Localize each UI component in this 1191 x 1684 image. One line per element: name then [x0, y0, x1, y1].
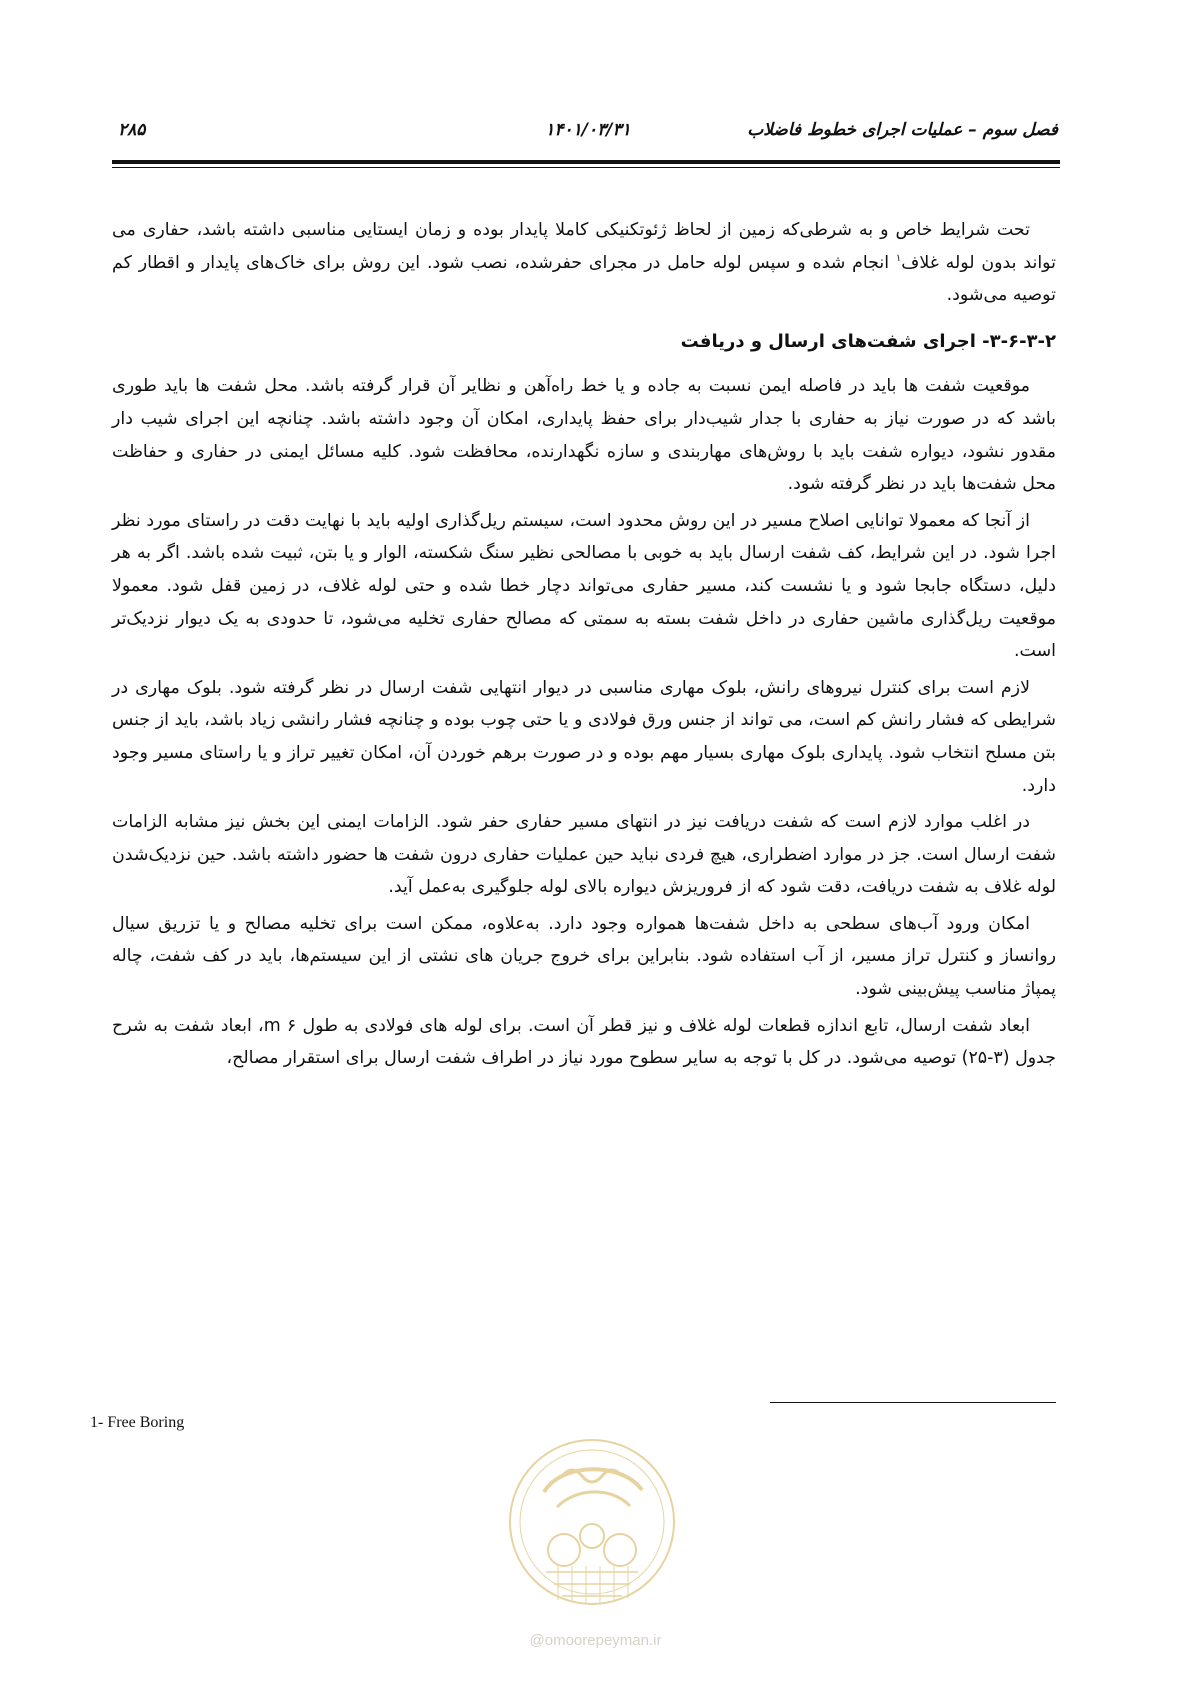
- page-body: [112, 214, 1056, 1079]
- page-number: ۲۸۵: [118, 120, 146, 140]
- header-date: ۱۴۰۱/۰۳/۳۱: [545, 120, 631, 140]
- paragraph-7: ابعاد شفت ارسال، تابع اندازه قطعات لوله غلاف و نیز قطر آن است. برای لوله های فولادی به طول ۶ m، ابعاد شفت به شرح جدول (۳-۲۵) توصیه می‌شود. در کل با توجه به سایر سطوح مورد نیاز در اطراف شفت ارسال برای استقرار مصالح،: [112, 1015, 1056, 1069]
- paragraph-3: از آنجا که معمولا توانایی اصلاح مسیر در این روش محدود است، سیستم ریل‌گذاری اولیه باید با نهایت دقت در راستای مورد نظر اجرا شود. در این شرایط، کف شفت ارسال باید به خوبی با مصالحی نظیر سنگ شکسته، الوار و یا بتن، ثبیت شده باشد. اگر به هر دلیل، دستگاه جابجا شود و یا نشست کند، مسیر حفاری می‌تواند دچار خطا شده و حتی لوله غلاف، در زمین قفل شود. معمولا موقعیت ریل‌گذاری ماشین حفاری در داخل شفت بسته به سمتی که مصالح حفاری تخلیه می‌شود، تا حدودی به یک دیوار نزدیک‌تر است.: [112, 510, 1056, 662]
- footnote: 1- Free Boring: [90, 1414, 185, 1431]
- page-header: [118, 120, 1058, 150]
- footnote-rule: [770, 1402, 1056, 1403]
- paragraph-5: در اغلب موارد لازم است که شفت دریافت نیز در انتهای مسیر حفاری حفر شود. الزامات ایمنی این بخش نیز مشابه الزامات شفت ارسال است. جز در موارد اضطراری، هیچ فردی نباید حین عملیات حفاری درون شفت ها حضور داشته باشد. حین نزدیک‌شدن لوله غلاف به شفت دریافت، دقت شود که از فروریزش دیواره بالای لوله جلوگیری به‌عمل آید.: [112, 812, 1056, 898]
- watermark-site: @omoorepeyman.ir: [529, 1632, 662, 1649]
- paragraph-1: [112, 214, 1056, 312]
- paragraph-4: لازم است برای کنترل نیروهای رانش، بلوک مهاری مناسبی در دیوار انتهایی شفت ارسال در نظر گرفته شود. بلوک مهاری در شرایطی که فشار رانش کم است، می تواند از جنس ورق فولادی و یا حتی چوب بوده و چنانچه فشار رانشی زیاد باشد، باید از جنس بتن مسلح انتخاب شود. پایداری بلوک مهاری بسیار مهم بوده و در صورت برهم خوردن آن، امکان تغییر تراز و یا راستای مسیر وجود دارد.: [112, 677, 1056, 796]
- paragraph-2: موقعیت شفت ها باید در فاصله ایمن نسبت به جاده و یا خط راه‌آهن و نظایر آن قرار گرفته باشد. محل شفت ها باید طوری باشد که در صورت نیاز به حفاری با جدار شیب‌دار برای حفظ پایداری، امکان آن وجود داشته باشد. چنانچه این اجرای شیب دار مقدور نشود، دیواره شفت باید با روش‌های مهاربندی و سازه نگهدارنده، محافظت شود. کلیه مسائل ایمنی در حفاری و حفاظت محل شفت‌ها باید در نظر گرفته شود.: [112, 376, 1056, 495]
- footnote-ref[interactable]: ۱: [895, 252, 902, 264]
- section-heading: ۳-۶-۳-۲- اجرای شفت‌های ارسال و دریافت: [680, 330, 1056, 352]
- paragraph-6: امکان ورود آب‌های سطحی به داخل شفت‌ها همواره وجود دارد. به‌علاوه، ممکن است برای تخلیه مصالح و یا تزریق سیال روانساز و کنترل تراز مسیر، از آب استفاده شود. بنابراین برای خروج جریان های نشتی از این سیستم‌ها، باید در کف شفت، چاله پمپاژ مناسب پیش‌بینی شود.: [112, 913, 1056, 1000]
- paragraph-1-text: تحت شرایط خاص و به شرطی‌که زمین از لحاظ ژئوتکنیکی کاملا پایدار بوده و زمان ایستایی مناسبی داشته باشد، حفاری می تواند بدون لوله غلاف: [112, 220, 1056, 273]
- seal-watermark-icon: [502, 1432, 682, 1622]
- chapter-title: فصل سوم – عملیات اجرای خطوط فاضلاب: [747, 120, 1058, 140]
- header-rule-thin: [112, 167, 1060, 168]
- paragraph-1-end: انجام شده و سپس لوله حامل در مجرای حفرشده، نصب شود. این روش برای خاک‌های پایدار و اقطار کم توصیه می‌شود.: [112, 252, 1056, 306]
- header-rule-thick: [112, 160, 1060, 164]
